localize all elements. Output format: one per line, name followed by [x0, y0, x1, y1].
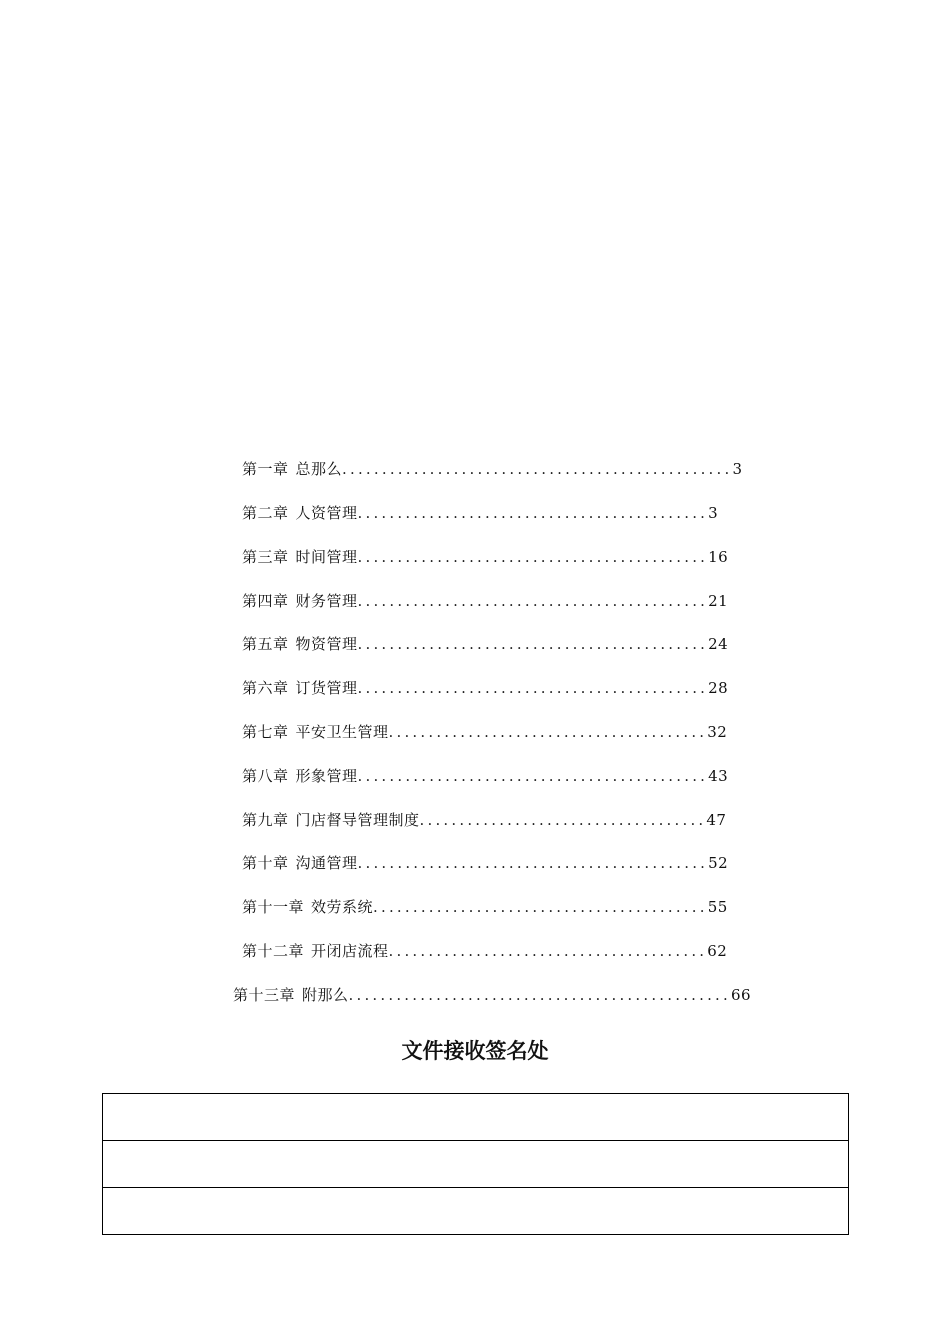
toc-dot-leader: ............................................ — [357, 767, 709, 785]
table-row — [103, 1141, 849, 1188]
toc-page-number: 32 — [707, 723, 728, 741]
toc-entry[interactable] — [242, 457, 787, 481]
toc-dot-leader: ............................................ — [357, 679, 709, 697]
toc-page-number: 43 — [708, 767, 729, 785]
toc-chapter-title: 附那么 — [302, 986, 349, 1004]
toc-chapter-title: 形象管理 — [295, 767, 358, 785]
toc-page-number: 28 — [708, 679, 729, 697]
toc-chapter-number: 第九章 — [242, 811, 289, 829]
signature-cell[interactable] — [103, 1141, 849, 1188]
toc-chapter-title: 门店督导管理制度 — [295, 811, 420, 829]
toc-page-number: 62 — [707, 942, 728, 960]
toc-dot-leader: ........................................ — [388, 723, 708, 741]
toc-page-number: 21 — [708, 592, 729, 610]
toc-chapter-number: 第三章 — [242, 548, 289, 566]
toc-entry[interactable] — [242, 545, 782, 569]
toc-page-number: 3 — [732, 460, 743, 478]
toc-page-number: 24 — [708, 635, 729, 653]
table-row — [103, 1094, 849, 1141]
toc-dot-leader: ................................................. — [342, 460, 733, 478]
toc-dot-leader: ................................................ — [348, 986, 731, 1004]
toc-entry[interactable] — [242, 808, 782, 832]
table-row — [103, 1188, 849, 1235]
toc-chapter-number: 第十三章 — [233, 986, 296, 1004]
toc-dot-leader: ............................................ — [357, 548, 709, 566]
toc-chapter-number: 第十二章 — [242, 942, 305, 960]
toc-chapter-title: 物资管理 — [295, 635, 358, 653]
toc-dot-leader: ............................................ — [357, 592, 709, 610]
toc-entry[interactable] — [242, 720, 782, 744]
toc-chapter-title: 总那么 — [295, 460, 343, 478]
toc-chapter-number: 第二章 — [242, 504, 289, 522]
toc-chapter-number: 第四章 — [242, 592, 289, 610]
toc-page-number: 3 — [708, 504, 719, 522]
toc-chapter-title: 财务管理 — [295, 592, 358, 610]
signature-table — [102, 1093, 849, 1235]
toc-chapter-title: 时间管理 — [295, 548, 358, 566]
toc-dot-leader: .......................................... — [373, 898, 708, 916]
toc-chapter-title: 沟通管理 — [295, 854, 358, 872]
toc-page-number: 52 — [708, 854, 729, 872]
toc-chapter-title: 开闭店流程 — [311, 942, 389, 960]
toc-entry[interactable] — [242, 632, 782, 656]
toc-chapter-number: 第十一章 — [242, 898, 305, 916]
signature-section-heading: 文件接收签名处 — [401, 1039, 549, 1063]
toc-entry[interactable] — [242, 676, 782, 700]
toc-dot-leader: .................................... — [419, 811, 707, 829]
toc-chapter-number: 第五章 — [242, 635, 289, 653]
toc-chapter-title: 效劳系统 — [311, 898, 374, 916]
signature-cell[interactable] — [103, 1094, 849, 1141]
toc-page-number: 16 — [708, 548, 729, 566]
toc-dot-leader: ............................................ — [357, 504, 709, 522]
toc-entry[interactable] — [242, 851, 782, 875]
toc-dot-leader: ............................................ — [357, 635, 709, 653]
toc-page-number: 66 — [731, 986, 752, 1004]
toc-chapter-title: 平安卫生管理 — [295, 723, 389, 741]
signature-cell[interactable] — [103, 1188, 849, 1235]
toc-chapter-number: 第十章 — [242, 854, 289, 872]
toc-chapter-title: 订货管理 — [295, 679, 358, 697]
toc-page-number: 47 — [706, 811, 727, 829]
toc-chapter-number: 第七章 — [242, 723, 289, 741]
toc-chapter-title: 人资管理 — [295, 504, 358, 522]
toc-entry[interactable] — [242, 589, 782, 613]
toc-dot-leader: ........................................ — [388, 942, 708, 960]
toc-entry[interactable] — [242, 501, 772, 525]
toc-entry[interactable] — [242, 764, 782, 788]
toc-chapter-number: 第六章 — [242, 679, 289, 697]
toc-page-number: 55 — [707, 898, 728, 916]
toc-entry[interactable] — [242, 939, 782, 963]
toc-dot-leader: ............................................ — [357, 854, 709, 872]
toc-chapter-number: 第一章 — [242, 460, 289, 478]
toc-entry[interactable] — [233, 983, 789, 1007]
toc-entry[interactable] — [242, 895, 782, 919]
toc-chapter-number: 第八章 — [242, 767, 289, 785]
